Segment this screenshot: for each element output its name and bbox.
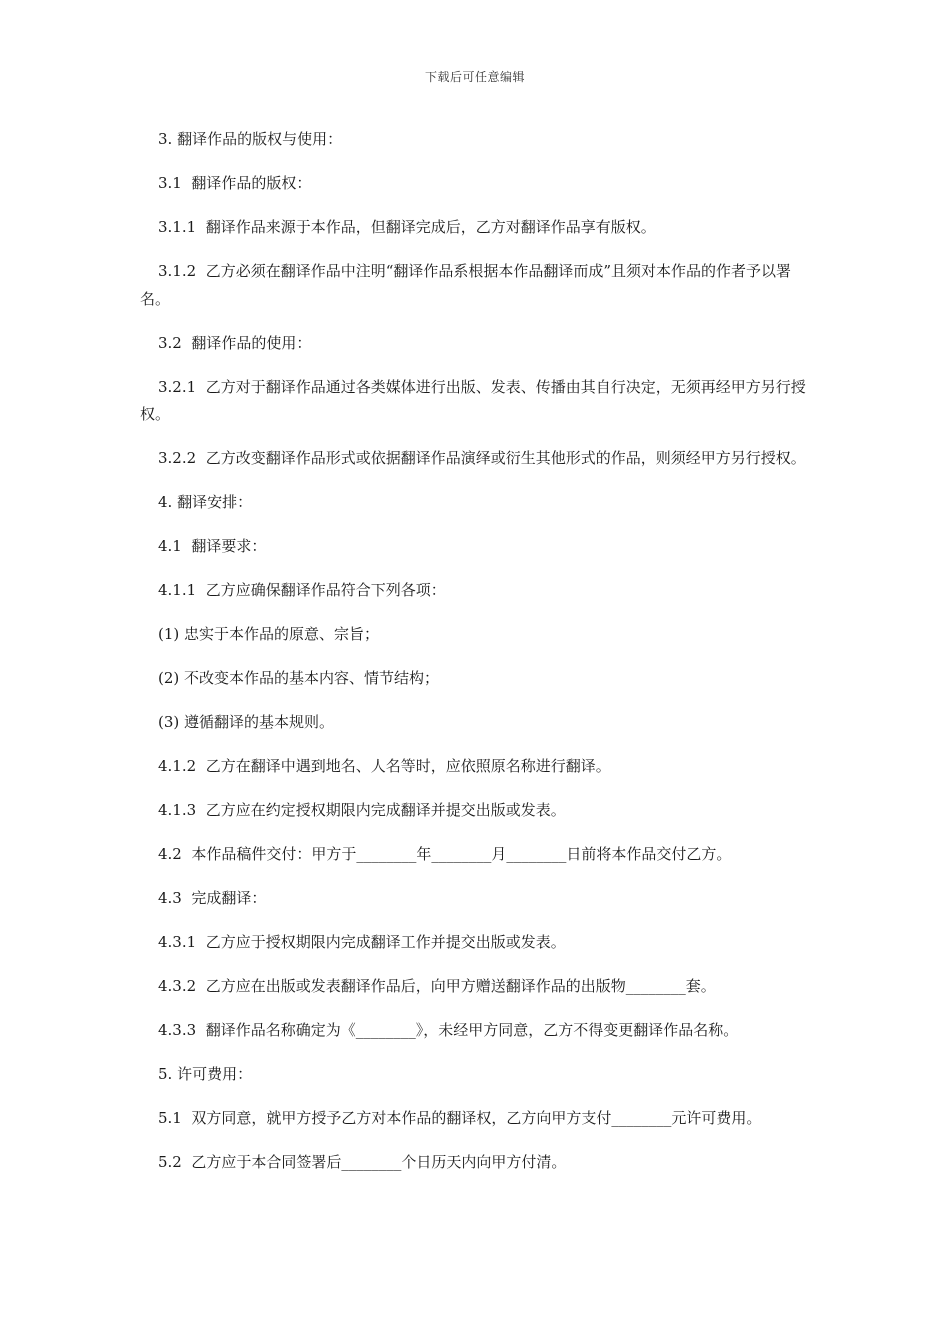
list-item: (2) 不改变本作品的基本内容、情节结构； <box>158 669 440 687</box>
section-heading: 5. 许可费用： <box>158 1065 253 1083</box>
clause: 4.1.1 乙方应确保翻译作品符合下列各项： <box>158 581 446 599</box>
clause: 4.3 完成翻译： <box>158 889 267 907</box>
list-item: (1) 忠实于本作品的原意、宗旨； <box>158 625 380 643</box>
clause: 4.2 本作品稿件交付：甲方于________年________月________日前将本作品交付乙方。 <box>158 845 732 863</box>
clause: 4.1.3 乙方应在约定授权期限内完成翻译并提交出版或发表。 <box>158 801 566 819</box>
clause: 4.1 翻译要求： <box>158 537 267 555</box>
clause: 3.1.2 乙方必须在翻译作品中注明“翻译作品系根据本作品翻译而成”且须对本作品的作者予以署名。 <box>140 262 792 308</box>
clause: 5.1 双方同意，就甲方授予乙方对本作品的翻译权，乙方向甲方支付________元许可费用。 <box>158 1109 762 1127</box>
section-heading: 3. 翻译作品的版权与使用： <box>158 130 343 148</box>
section-heading: 4. 翻译安排： <box>158 493 253 511</box>
clause: 3.2 翻译作品的使用： <box>158 333 312 352</box>
clause: 3.1 翻译作品的版权： <box>158 174 312 192</box>
clause: 4.1.2 乙方在翻译中遇到地名、人名等时，应依照原名称进行翻译。 <box>158 757 611 775</box>
clause: 3.2.1 乙方对于翻译作品通过各类媒体进行出版、发表、传播由其自行决定，无须再经甲方另行授权。 <box>140 377 806 423</box>
page-header: 下载后可任意编辑 <box>424 70 525 84</box>
clause: 3.2.2 乙方改变翻译作品形式或依据翻译作品演绎或衍生其他形式的作品，则须经甲方另行授权。 <box>158 449 806 467</box>
clause: 4.3.3 翻译作品名称确定为《________》，未经甲方同意，乙方不得变更翻译作品名称。 <box>158 1021 739 1039</box>
clause: 5.2 乙方应于本合同签署后________个日历天内向甲方付清。 <box>158 1153 567 1171</box>
document-body <box>140 126 820 1193</box>
clause: 4.3.1 乙方应于授权期限内完成翻译工作并提交出版或发表。 <box>158 933 566 951</box>
clause: 3.1.1 翻译作品来源于本作品，但翻译完成后，乙方对翻译作品享有版权。 <box>158 218 656 236</box>
clause: 4.3.2 乙方应在出版或发表翻译作品后，向甲方赠送翻译作品的出版物________套。 <box>158 977 716 995</box>
list-item: (3) 遵循翻译的基本规则。 <box>158 713 335 731</box>
